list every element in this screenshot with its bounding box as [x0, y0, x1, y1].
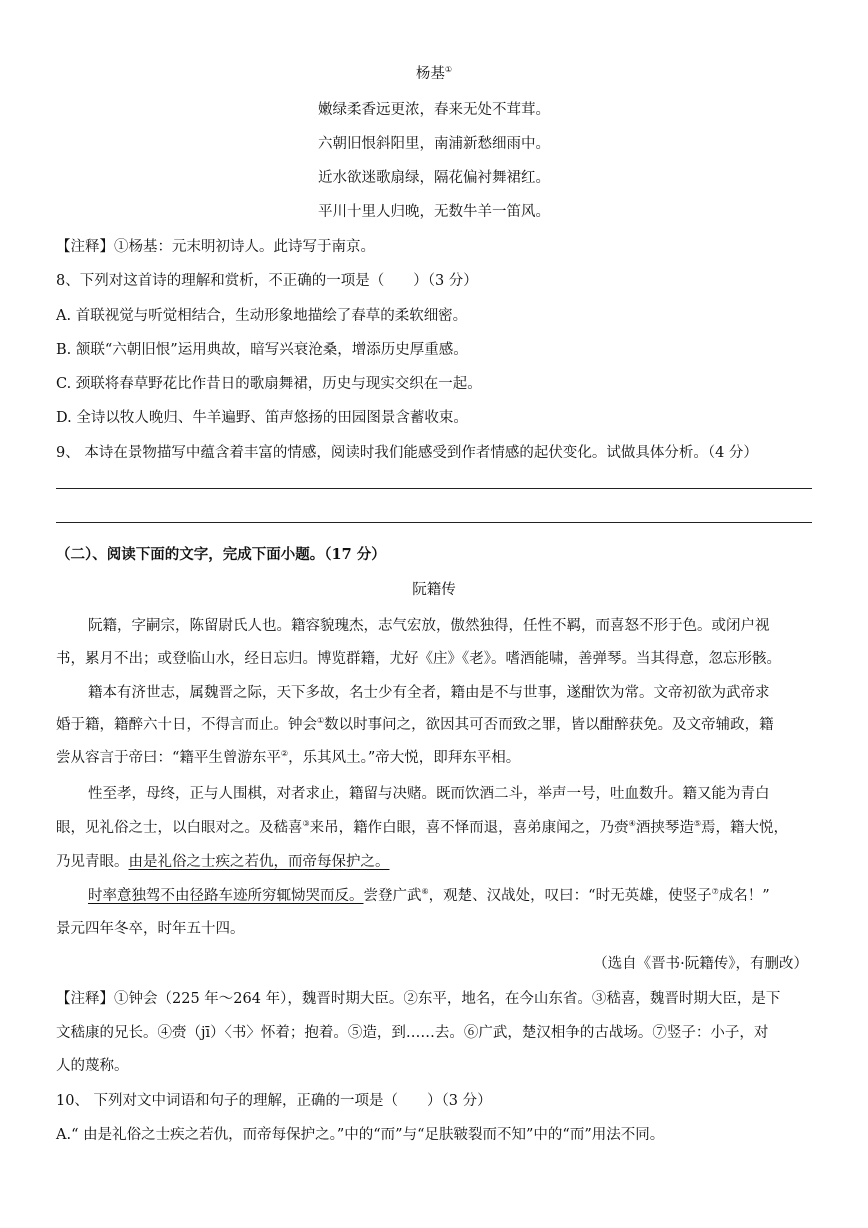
underlined-sentence: 由是礼俗之士疾之若仇，而帝每保护之。 [128, 854, 390, 870]
answer-line[interactable] [56, 488, 812, 489]
question-8-option-a[interactable]: A. 首联视觉与听觉相结合，生动形象地描绘了春草的柔软细密。 [56, 308, 468, 324]
passage-notes: 文嵇康的兄长。④赍（jī）〈书〉怀着；抱着。⑤造，到……去。⑥广武，楚汉相争的古战场。⑦竖子：小子，对 [56, 1025, 769, 1041]
passage-paragraph: 尝从容言于帝曰：“籍平生曾游东平②，乐其风土。”帝大悦，即拜东平相。 [56, 749, 521, 766]
question-8-option-b[interactable]: B. 颔联“六朝旧恨”运用典故，暗写兴衰沧桑，增添历史厚重感。 [56, 342, 468, 358]
poem-line: 近水欲迷歌扇绿，隔花偏衬舞裙红。 [318, 170, 550, 186]
passage-title: 阮籍传 [412, 582, 456, 598]
passage-paragraph: 性至孝，母终，正与人围棋，对者求止，籍留与决赌。既而饮酒二斗，举声一号，吐血数升。籍又能为青白 [88, 786, 770, 802]
question-9-stem: 9、 本诗在景物描写中蕴含着丰富的情感，阅读时我们能感受到作者情感的起伏变化。试做具体分析。（4 分） [56, 445, 758, 461]
question-10-stem: 10、 下列对文中词语和句子的理解，正确的一项是（ ）（3 分） [56, 1093, 492, 1109]
underlined-sentence: 时率意独驾不由径路车迹所穷辄恸哭而反。 [88, 888, 364, 904]
poem-line: 六朝旧恨斜阳里，南浦新愁细雨中。 [318, 136, 550, 152]
question-8-option-d[interactable]: D. 全诗以牧人晚归、牛羊遍野、笛声悠扬的田园图景含蓄收束。 [56, 410, 468, 426]
section-heading: （二）、阅读下面的文字，完成下面小题。（17 分） [56, 546, 386, 563]
passage-paragraph: 时率意独驾不由径路车迹所穷辄恸哭而反。尝登广武⑥，观楚、汉战处，叹曰：“时无英雄，使竖子⑦成名！” [88, 887, 770, 904]
passage-paragraph: 景元四年冬卒，时年五十四。 [56, 921, 245, 937]
passage-notes: 人的蔑称。 [56, 1058, 129, 1074]
poem-line: 平川十里人归晚，无数牛羊一笛风。 [318, 204, 550, 220]
passage-paragraph: 阮籍，字嗣宗，陈留尉氏人也。籍容貌瑰杰，志气宏放，傲然独得，任性不羁，而喜怒不形于色。或闭户视 [88, 618, 770, 634]
passage-paragraph: 籍本有济世志，属魏晋之际，天下多故，名士少有全者，籍由是不与世事，遂酣饮为常。文帝初欲为武帝求 [88, 685, 770, 701]
poem-title: 杨基① [415, 65, 453, 82]
question-10-option-a[interactable]: A.“ 由是礼俗之士疾之若仇，而帝每保护之。”中的“而”与“足肤皲裂而不知”中的“而”用法不同。 [56, 1127, 665, 1143]
poem-note: 【注释】①杨基：元末明初诗人。此诗写于南京。 [56, 239, 375, 255]
passage-paragraph: 眼，见礼俗之士，以白眼对之。及嵇喜③来吊，籍作白眼，喜不怿而退，喜弟康闻之，乃赍④酒挟琴造⑤焉，籍大悦， [56, 819, 789, 836]
answer-line[interactable] [56, 522, 812, 523]
passage-paragraph: 书，累月不出；或登临山水，经日忘归。博览群籍，尤好《庄》《老》。嗜酒能啸，善弹琴。当其得意，忽忘形骸。 [56, 651, 781, 667]
question-8-option-c[interactable]: C. 颈联将春草野花比作昔日的歌扇舞裙，历史与现实交织在一起。 [56, 376, 482, 392]
passage-paragraph: 乃见青眼。由是礼俗之士疾之若仇，而帝每保护之。 [56, 854, 390, 870]
passage-notes: 【注释】①钟会（225 年～264 年），魏晋时期大臣。②东平，地名，在今山东省。③嵇喜，魏晋时期大臣，是下 [56, 991, 781, 1007]
passage-paragraph: 婚于籍，籍醉六十日，不得言而止。钟会①数以时事问之，欲因其可否而致之罪，皆以酣醉获免。及文帝辅政，籍 [56, 716, 774, 733]
question-8-stem: 8、下列对这首诗的理解和赏析，不正确的一项是（ ）（3 分） [56, 273, 478, 289]
source-citation: （选自《晋书·阮籍传》，有删改） [593, 956, 808, 972]
poem-line: 嫩绿柔香远更浓，春来无处不茸茸。 [318, 102, 550, 118]
